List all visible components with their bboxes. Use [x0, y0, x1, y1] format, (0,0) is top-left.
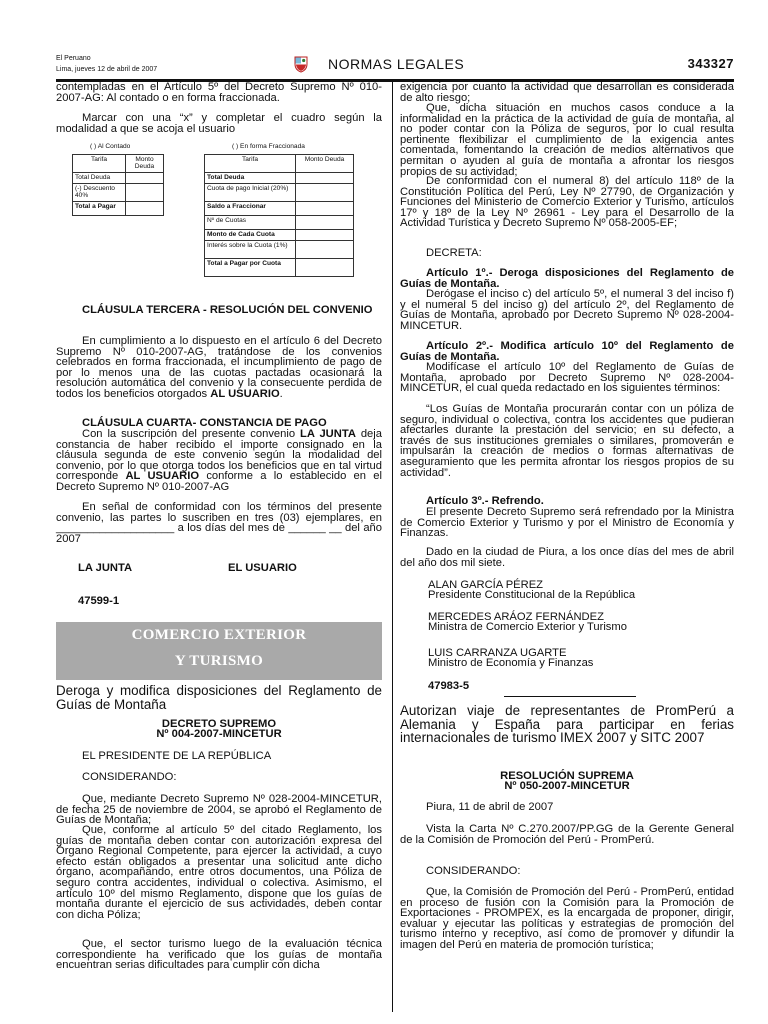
table-cell: Saldo a Fraccionar [205, 202, 296, 216]
table-cell: Monto de Cada Cuota [205, 230, 296, 241]
paragraph: De conformidad con el numeral 8) del artículo 118º de la Constitución Política del Perú, Ley Nº 27790, de Organización y Funciones del Ministerio de Comercio Exterior y Turismo, artículos 17º y 18º de la Ley Nº 26961 - Ley para el Desarrollo de la Actividad Turística y Decreto Supremo Nº 058-2005-EF; [400, 175, 734, 230]
table-cell-empty[interactable] [296, 173, 354, 184]
table-cell: Total a Pagar [73, 202, 126, 216]
table-cell-empty[interactable] [296, 216, 354, 230]
paragraph: Que, conforme al artículo 5º del citado Reglamento, los guías de montaña deben contar con autorización expresa del Órgano Regional Competente, para ejercer la actividad, a cuyo efecto están obligados a presentar una solicitud ante dicho órgano, acompañando, entre otros documentos, una Póliza de seguro contra accidentes, individual o colectiva. Asimismo, el artículo 10º del mismo Reglamento, dispone que los guías de montaña durante el ejercicio de sus actividades, deben contar con dicha Póliza; [56, 824, 382, 921]
paragraph: EL PRESIDENTE DE LA REPÚBLICA [82, 750, 272, 762]
paragraph: Piura, 11 de abril de 2007 [426, 801, 554, 813]
table-cell: Total Deuda [205, 173, 296, 184]
text-run: conforme a lo establecido en el Decreto Supremo Nº 010-2007-AG [56, 470, 382, 493]
decree-number: Nº 004-2007-MINCETUR [156, 728, 282, 740]
table-cell: Interés sobre la Cuota (1%) [205, 241, 296, 259]
resolution-number-label: RESOLUCIÓN SUPREMA [500, 770, 634, 782]
table-cell: (-) Descuento 40% [73, 184, 126, 202]
article-title: Artículo 1º.- Deroga disposiciones del Reglamento de Guías de Montaña. [400, 267, 734, 290]
payment-table-fraccionada [204, 154, 354, 277]
signatory-name: ALAN GARCÍA PÉREZ [428, 579, 544, 591]
column-divider [392, 82, 393, 1012]
table-cell-empty[interactable] [126, 173, 164, 184]
table-header: Tarifa [73, 155, 126, 173]
paragraph: Dado en la ciudad de Piura, a los once días del mes de abril del año dos mil siete. [400, 546, 734, 569]
table-cell: Nº de Cuotas [205, 216, 296, 230]
signature-la-junta: LA JUNTA [78, 562, 133, 574]
page-number: 343327 [687, 56, 734, 71]
table-caption-fraccionada: ( ) En forma Fraccionada [232, 143, 305, 150]
table-cell: Cuota de pago Inicial (20%) [205, 184, 296, 202]
section-banner [56, 622, 382, 680]
table-cell-empty[interactable] [296, 241, 354, 259]
table-header: Monto Deuda [126, 155, 164, 173]
table-cell: Total Deuda [73, 173, 126, 184]
table-cell-empty[interactable] [296, 184, 354, 202]
paragraph: Derógase el inciso c) del artículo 5º, el numeral 3 del inciso f) y el numeral 5 del inciso g) del artículo 2º, del Reglamento de Guías de Montaña, aprobado por Decreto Supremo Nº 028-2004-MINCETUR. [400, 288, 734, 332]
table-cell-empty[interactable] [126, 202, 164, 216]
table-cell: Total a Pagar por Cuota [205, 259, 296, 277]
clause-title: CLÁUSULA TERCERA - RESOLUCIÓN DEL CONVENIO [82, 304, 373, 316]
norma-title: Deroga y modifica disposiciones del Reglamento de Guías de Montaña [56, 683, 382, 712]
clause-title: CLÁUSULA CUARTA- CONSTANCIA DE PAGO [82, 417, 327, 429]
signatory-role: Ministro de Economía y Finanzas [428, 657, 594, 669]
text-run: AL USUARIO [125, 470, 200, 483]
text-run: AL USUARIO [210, 387, 280, 400]
paragraph [56, 429, 382, 493]
page-header [56, 52, 734, 78]
table-cell-empty[interactable] [296, 202, 354, 216]
separator-rule [504, 696, 636, 697]
text-run: En cumplimiento a lo dispuesto en el artículo 6 del Decreto Supremo Nº 010-2007-AG, tratándose de los convenios celebrados en forma fraccionada, el incumplimiento de pago de por lo menos una de las cuotas pactadas ocasionará la resolución automática del convenio y la consecuente perdida de todos los beneficios otorgados [56, 335, 382, 400]
resolution-number: Nº 050-2007-MINCETUR [504, 780, 630, 792]
paragraph: Que, dicha situación en muchos casos conduce a la informalidad en la práctica de la actividad de guía de montaña, al no poder contar con la Póliza de seguros, por lo cual resulta pertinente flexibilizar el cumplimiento de la exigencia antes comentada, fomentando la creación de medios alternativos que permitan o ayuden al guía de montaña a afrontar los riesgos propios de su actividad; [400, 102, 734, 178]
text-run: deja constancia de haber recibido el importe consignado en la cláusula segunda de este convenio según la modalidad del convenio, por lo que otorga todos los beneficios que en tal virtud corresponde [56, 428, 382, 483]
paragraph: El presente Decreto Supremo será refrendado por la Ministra de Comercio Exterior y Turismo y por el Ministro de Economía y Finanzas. [400, 506, 734, 540]
table-caption-contado: ( ) Al Contado [90, 143, 131, 150]
decree-number-label: DECRETO SUPREMO [161, 718, 277, 730]
article-title: Artículo 3º.- Refrendo. [426, 495, 544, 507]
payment-table-contado [72, 154, 164, 216]
paragraph: DECRETA: [426, 247, 482, 259]
section-title: NORMAS LEGALES [328, 56, 465, 72]
paragraph: En señal de conformidad con los términos del presente convenio, las partes lo suscriben en tres (03) ejemplares, en ___________________ a los días del mes de ______ __ del año 2007 [56, 501, 382, 545]
article-title: Artículo 2º.- Modifica artículo 10º del Reglamento de Guías de Montaña. [400, 340, 734, 363]
paragraph: Que, el sector turismo luego de la evaluación técnica correspondiente ha verificado que los guías de montaña encuentran serias dificultades para cumplir con dicha [56, 938, 382, 972]
signature-el-usuario: EL USUARIO [228, 562, 297, 574]
reference-number: 47983-5 [428, 680, 470, 692]
peru-coat-of-arms-icon [292, 55, 310, 73]
paragraph: Modifícase el artículo 10º del Reglamento de Guías de Montaña, aprobado por Decreto Supremo Nº 028-2004-MINCETUR, el cual queda redactado en los siguientes términos: [400, 361, 734, 395]
table-cell-empty[interactable] [126, 184, 164, 202]
paragraph: exigencia por cuanto la actividad que desarrollan es considerada de alto riesgo; [400, 81, 734, 104]
publication-name: El Peruano [56, 55, 91, 62]
table-cell-empty[interactable] [296, 230, 354, 241]
signatory-name: LUIS CARRANZA UGARTE [428, 647, 567, 659]
quote-paragraph: “Los Guías de Montaña procurarán contar con un póliza de seguro, individual o colectiva, contra los accidentes que pudieran afectarles durante la prestación del servicio; en su defecto, a través de sus instituciones gremiales o similares, promoverán e impulsarán la creación de medios o formas alternativas de aseguramiento que les permita afrontar los riesgos propios de su actividad”. [400, 403, 734, 479]
banner-line: COMERCIO EXTERIOR [131, 627, 307, 643]
text-run: LA JUNTA [300, 428, 356, 440]
paragraph: Que, la Comisión de Promoción del Perú - PromPerú, entidad en proceso de fusión con la Comisión para la Promoción de Exportaciones - PROMPEX, es la encargada de proponer, dirigir, evaluar y ejecutar las políticas y estrategias de promoción del turismo interno y receptivo, así como de promover y difundir la imagen del Perú en materia de promoción turística; [400, 886, 734, 951]
paragraph: Marcar con una “x” y completar el cuadro según la modalidad a que se acoja el usuario [56, 112, 382, 135]
paragraph: Vista la Carta Nº C.270.2007/PP.GG de la Gerente General de la Comisión de Promoción del Perú - PromPerú. [400, 823, 734, 846]
table-header: Monto Deuda [296, 155, 354, 173]
banner-line: Y TURISMO [174, 653, 264, 669]
signatory-name: MERCEDES ARÁOZ FERNÁNDEZ [428, 611, 604, 623]
text-run: . [279, 387, 283, 400]
signatory-role: Ministra de Comercio Exterior y Turismo [428, 621, 627, 633]
table-header: Tarifa [205, 155, 296, 173]
signatory-role: Presidente Constitucional de la República [428, 589, 636, 601]
norma-title: Autorizan viaje de representantes de PromPerú a Alemania y España para participar en ferias internacionales de turismo IMEX 2007 y SITC 2007 [400, 703, 734, 746]
publication-date: Lima, jueves 12 de abril de 2007 [56, 66, 158, 73]
paragraph: contempladas en el Artículo 5º del Decreto Supremo Nº 010-2007-AG: Al contado o en forma fraccionada. [56, 81, 382, 104]
paragraph: Que, mediante Decreto Supremo Nº 028-2004-MINCETUR, de fecha 25 de noviembre de 2004, se aprobó el Reglamento de Guías de Montaña; [56, 793, 382, 827]
paragraph: CONSIDERANDO: [82, 771, 177, 783]
text-run: Con la suscripción del presente convenio [82, 428, 301, 440]
paragraph [56, 336, 382, 400]
reference-number: 47599-1 [78, 595, 120, 607]
table-cell-empty[interactable] [296, 259, 354, 277]
paragraph: CONSIDERANDO: [426, 865, 521, 877]
